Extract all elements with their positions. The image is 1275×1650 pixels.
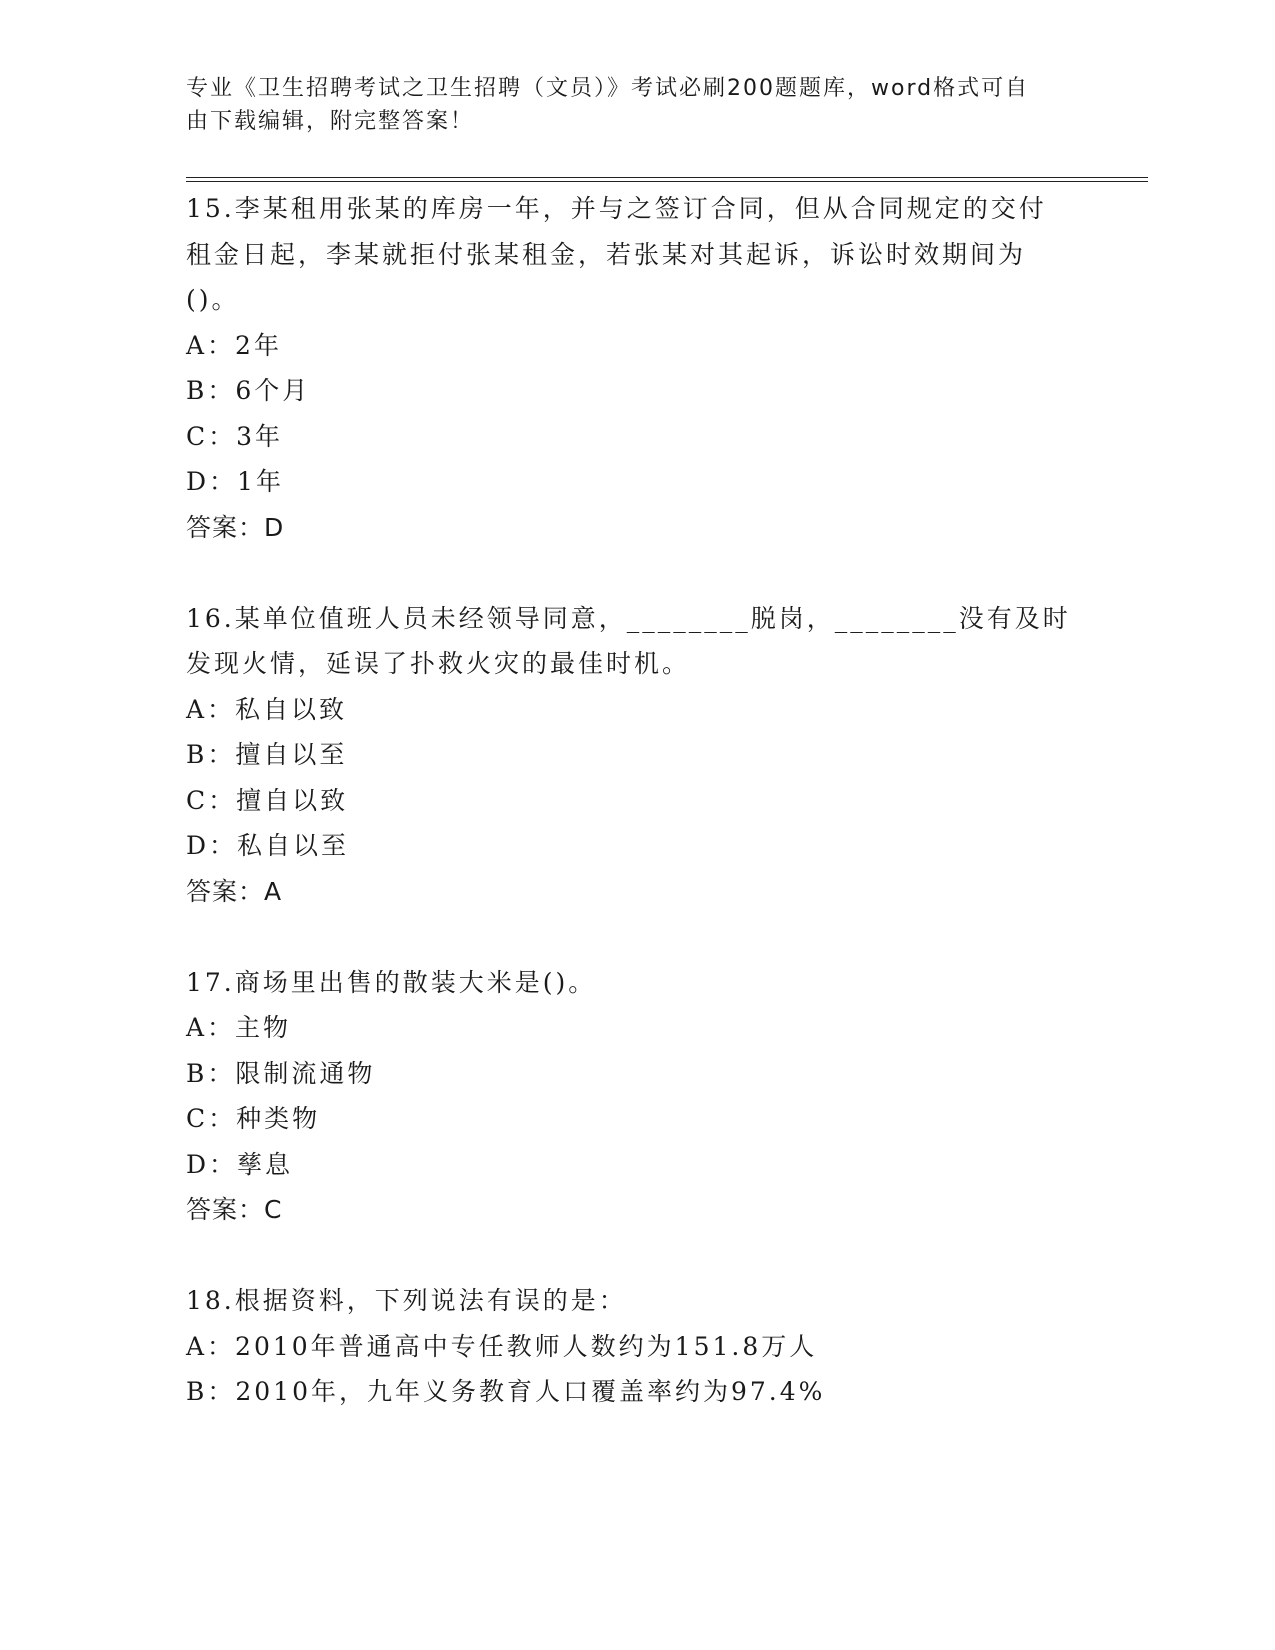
question-spacer xyxy=(186,1233,1086,1279)
question-text-line: 18.根据资料，下列说法有误的是： xyxy=(186,1286,627,1315)
header-divider-bottom xyxy=(186,181,1148,182)
question-spacer xyxy=(186,550,1086,596)
option-d: D：私自以至 xyxy=(186,831,350,860)
option-d: D：孳息 xyxy=(186,1149,294,1179)
option-a: A：2年 xyxy=(186,330,282,360)
question-17 xyxy=(186,960,1086,1233)
header-line-1: 专业《卫生招聘考试之卫生招聘（文员）》考试必刷200题题库，word格式可自 xyxy=(186,76,1030,101)
question-text-line: 15.李某租用张某的库房一年，并与之签订合同，但从合同规定的交付 xyxy=(186,194,1047,223)
option-d: D：1年 xyxy=(186,467,284,496)
option-a: A：主物 xyxy=(186,1013,292,1042)
option-c: C：种类物 xyxy=(186,1104,321,1133)
header-divider-top xyxy=(186,177,1148,178)
question-text-line: 16.某单位值班人员未经领导同意，________脱岗，________没有及时 xyxy=(186,603,1071,633)
answer-line: 答案：A xyxy=(186,876,283,906)
option-b: B：限制流通物 xyxy=(186,1058,376,1088)
option-b: B：2010年，九年义务教育人口覆盖率约为97.4% xyxy=(186,1377,826,1406)
question-spacer xyxy=(186,914,1086,960)
header-line-2: 由下载编辑，附完整答案！ xyxy=(186,109,475,134)
option-b: B：擅自以至 xyxy=(186,740,348,769)
question-16 xyxy=(186,596,1086,915)
option-c: C：3年 xyxy=(186,421,284,451)
question-text-line: 17.商场里出售的散装大米是()。 xyxy=(186,967,597,997)
option-c: C：擅自以致 xyxy=(186,785,349,815)
question-text-line: 发现火情，延误了扑救火灾的最佳时机。 xyxy=(186,649,691,678)
answer-line: 答案：D xyxy=(186,512,285,542)
question-text-line: ()。 xyxy=(186,285,240,314)
question-text-line: 租金日起，李某就拒付张某租金，若张某对其起诉，诉讼时效期间为 xyxy=(186,239,1027,269)
answer-line: 答案：C xyxy=(186,1195,283,1224)
option-b: B：6个月 xyxy=(186,376,311,405)
question-18 xyxy=(186,1278,1086,1415)
question-list xyxy=(186,186,1086,1415)
option-a: A：私自以致 xyxy=(186,694,348,724)
document-header xyxy=(186,72,1066,138)
question-15 xyxy=(186,186,1086,550)
option-a: A：2010年普通高中专任教师人数约为151.8万人 xyxy=(186,1331,818,1361)
